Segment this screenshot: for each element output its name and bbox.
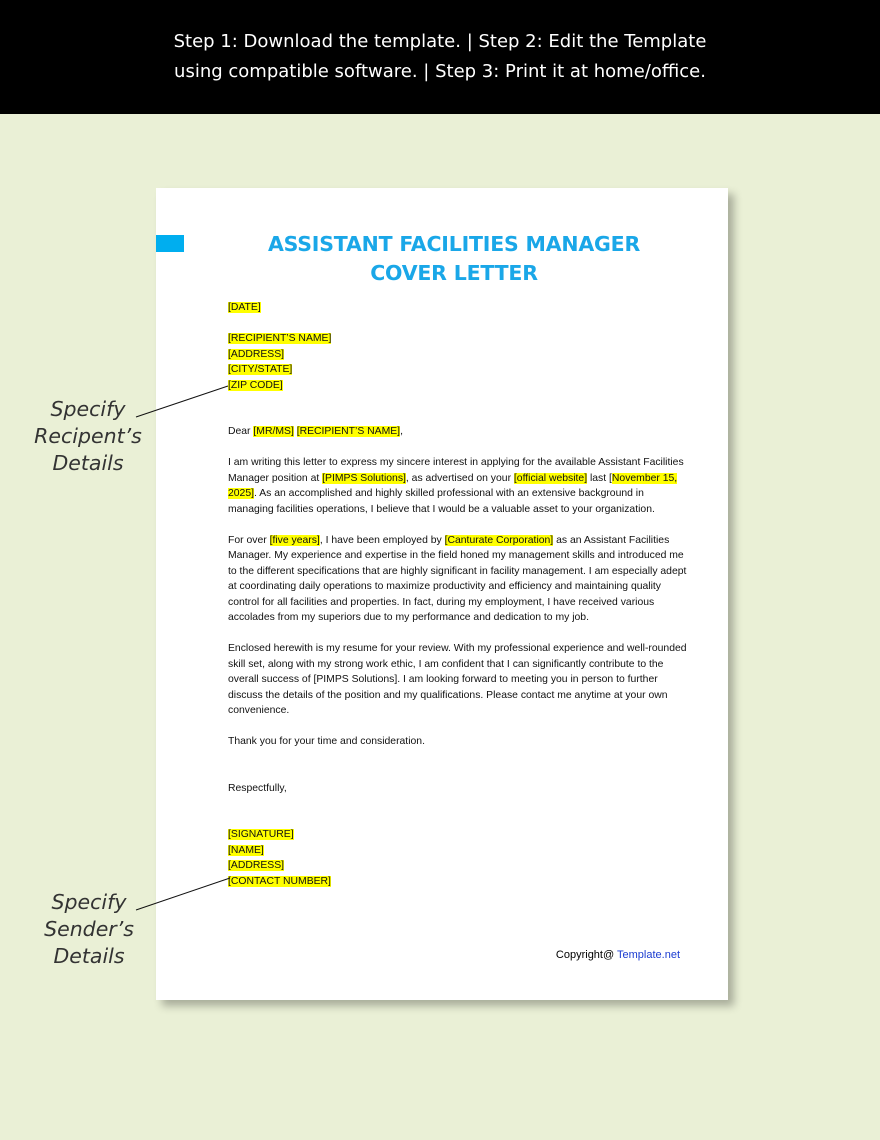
- salutation: Dear [MR/MS] [RECIPIENT’S NAME],: [228, 426, 403, 437]
- recipient-zip-placeholder: [ZIP CODE]: [228, 379, 283, 391]
- posting-date-placeholder: November 15, 2025]: [228, 472, 678, 499]
- paragraph-3: Enclosed herewith is my resume for your review. With my professional experience and well-rounded skill set, along with my strong work ethic, I am confident that I can significantly contribute to the overall success of [PIMPS Solutions]. I am looking forward to meeting you in person to further discuss the details of the position and my qualifications. Please contact me anytime at your own convenience.: [228, 643, 687, 716]
- recipient-callout: Specify Recipent’s Details: [34, 397, 142, 475]
- recipient-address-placeholder: [ADDRESS]: [228, 348, 285, 360]
- recipient-name-placeholder: [RECIPIENT’S NAME]: [228, 333, 332, 344]
- sender-signature-placeholder: [SIGNATURE]: [228, 829, 294, 840]
- template-net-link[interactable]: Template.net: [617, 949, 680, 961]
- paragraph-4: Thank you for your time and consideration.: [228, 736, 425, 747]
- copyright-notice: Copyright@ Template.net: [555, 949, 680, 961]
- closing: Respectfully,: [228, 782, 287, 794]
- recipient-city-placeholder: [CITY/STATE]: [228, 364, 293, 375]
- salutation-name-placeholder: [RECIPIENT’S NAME]: [296, 426, 401, 437]
- sender-contact-placeholder: [CONTACT NUMBER]: [228, 875, 331, 887]
- paragraph-2: For over [five years], I have been employed by [Canturate Corporation] as an Assistant Facilities Manager. My experience and expertise in the field honed my management skills and introduced me to the different specifications that are highly significant in facility management. I am especially adept at coordinating daily operations to maximize productivity and efficiency and maintaining quality control for all facilities and properties. In fact, during my employment, I have received various accolades from my superiors due to my performance and dedication to my job.: [228, 534, 687, 623]
- salutation-title-placeholder: [MR/MS]: [253, 426, 294, 437]
- banner-line-2: using compatible software. | Step 3: Print it at home/office.: [174, 61, 706, 82]
- paragraph-1: I am writing this letter to express my sincere interest in applying for the available Assistant Facilities Manager position at [PIMPS Solutions], as advertised on your [official website] last [November 15, 2025]. As an accomplished and highly skilled professional with an extensive background in managing facilities operations, I believe that I would be a valuable asset to your organization.: [228, 457, 684, 515]
- sender-address-placeholder: [ADDRESS]: [228, 860, 285, 871]
- title-line-1: ASSISTANT FACILITIES MANAGER: [267, 232, 641, 256]
- employer-placeholder: [Canturate Corporation]: [444, 534, 554, 546]
- sender-name-placeholder: [NAME]: [228, 844, 264, 856]
- years-placeholder: [five years]: [269, 534, 320, 546]
- date-placeholder: [DATE]: [228, 302, 261, 313]
- title-line-2: COVER LETTER: [370, 261, 538, 285]
- source-placeholder: [official website]: [513, 472, 588, 484]
- company-placeholder: [PIMPS Solutions]: [322, 472, 406, 484]
- banner-line-1: Step 1: Download the template. | Step 2: Edit the Template: [173, 31, 707, 52]
- sender-callout: Specify Sender’s Details: [44, 890, 134, 968]
